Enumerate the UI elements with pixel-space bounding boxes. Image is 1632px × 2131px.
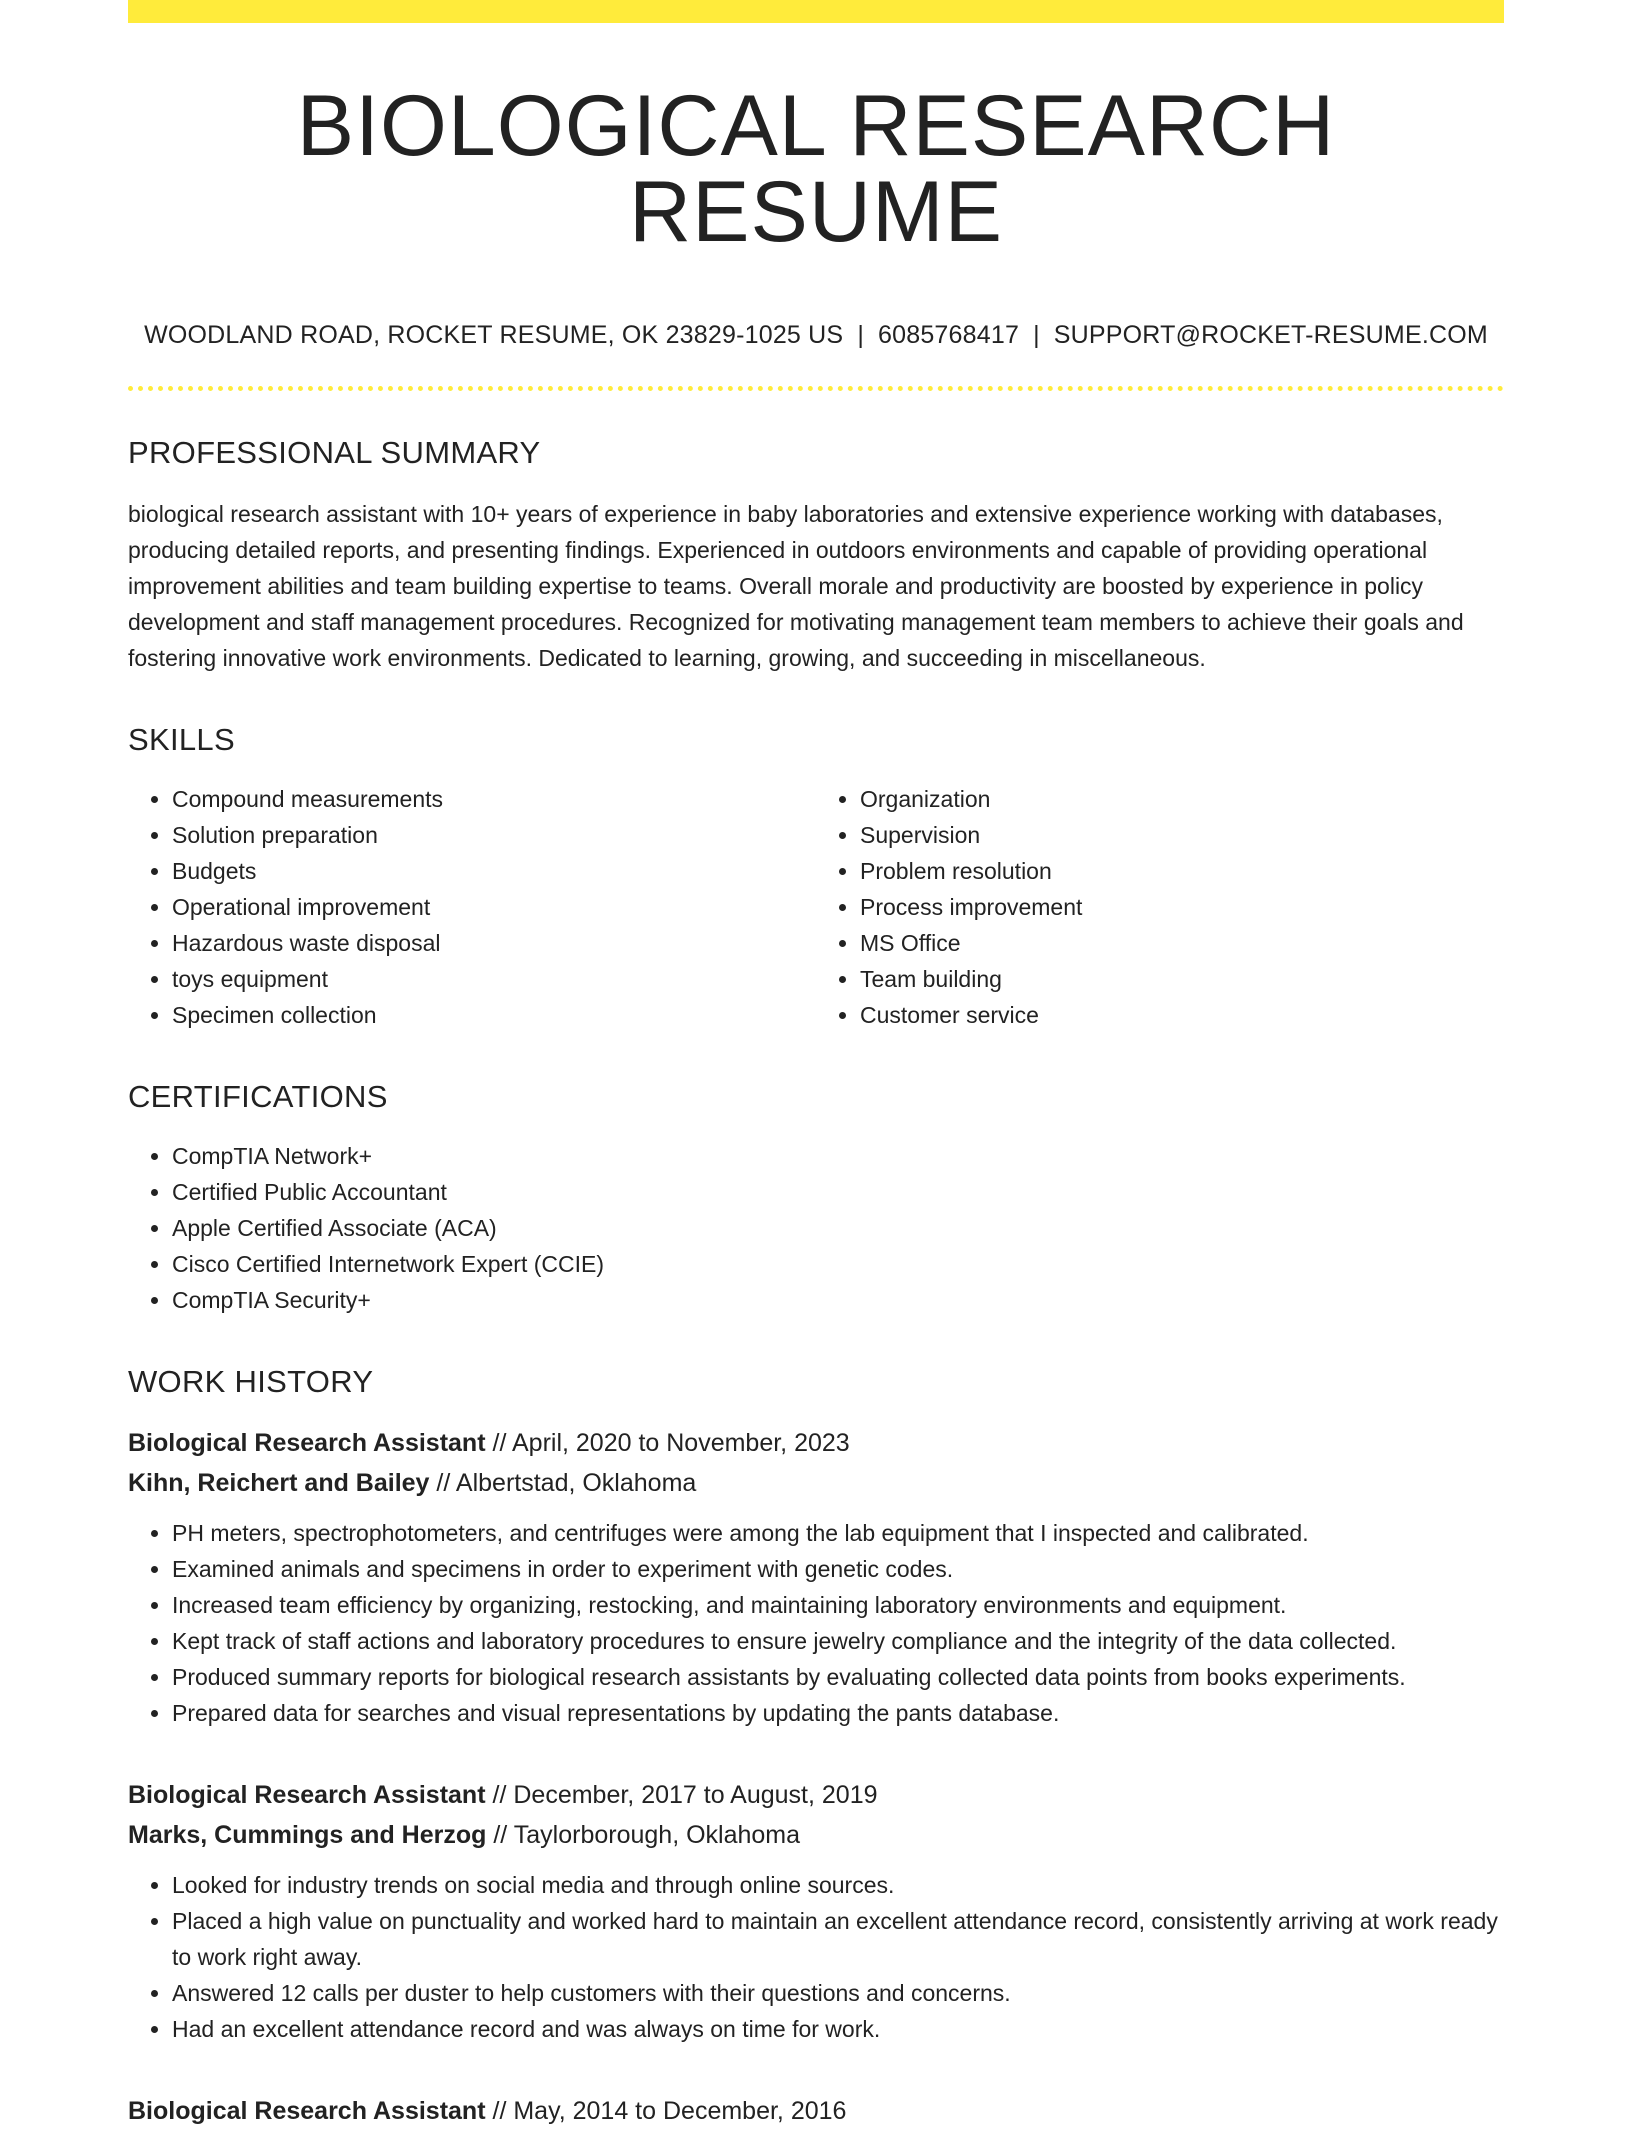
job-company: Marks, Cummings and Herzog [128, 1821, 487, 1849]
certification-item: • Certified Public Accountant [172, 1174, 1504, 1210]
job-bullet: • Placed a high value on punctuality and worked hard to maintain an excellent attendance record, consistently arriving at work ready to work right away. [172, 1903, 1504, 1975]
skill-item: • Supervision [860, 817, 1504, 853]
skill-item: • Solution preparation [172, 817, 816, 853]
work-history-section [128, 1366, 1504, 2131]
job-company-line [128, 1815, 1504, 1855]
skills-columns [128, 781, 1504, 1033]
job-dates: May, 2014 to December, 2016 [513, 2097, 847, 2125]
certification-item: • Cisco Certified Internetwork Expert (CCIE) [172, 1246, 1504, 1282]
skill-item: • Customer service [860, 997, 1504, 1033]
skill-item: • Specimen collection [172, 997, 816, 1033]
resume-title: BIOLOGICAL RESEARCH RESUME [296, 78, 1336, 260]
job-divider: // [436, 1469, 451, 1497]
certification-item: • Apple Certified Associate (ACA) [172, 1210, 1504, 1246]
resume-page [128, 0, 1504, 2131]
certifications-list [128, 1138, 1504, 1318]
job-divider: // [492, 2097, 507, 2125]
job-title: Biological Research Assistant [128, 2097, 486, 2125]
certification-item: • CompTIA Security+ [172, 1282, 1504, 1318]
summary-section [128, 437, 1504, 676]
job-company: Kihn, Reichert and Bailey [128, 1469, 430, 1497]
skill-item: • Process improvement [860, 889, 1504, 925]
contact-line [128, 323, 1504, 348]
skills-list-right [816, 781, 1504, 1033]
contact-address: WOODLAND ROAD, ROCKET RESUME, OK 23829-1025 US [144, 321, 844, 349]
job-location: Albertstad, Oklahoma [455, 1469, 697, 1497]
job-bullet: • Prepared data for searches and visual representations by updating the pants database. [172, 1695, 1504, 1731]
job-divider: // [492, 1429, 507, 1457]
job-entry [128, 1775, 1504, 2047]
job-location: Taylorborough, Oklahoma [513, 1821, 801, 1849]
summary-heading: PROFESSIONAL SUMMARY [128, 435, 541, 470]
certifications-heading: CERTIFICATIONS [128, 1079, 388, 1114]
skills-section [128, 724, 1504, 1033]
skill-item: • Compound measurements [172, 781, 816, 817]
job-bullet: • Kept track of staff actions and laboratory procedures to ensure jewelry compliance and the integrity of the data collected. [172, 1623, 1504, 1659]
job-bullet: • Increased team efficiency by organizing, restocking, and maintaining laboratory environments and equipment. [172, 1587, 1504, 1623]
skill-item: • Operational improvement [172, 889, 816, 925]
contact-phone: 6085768417 [878, 321, 1020, 349]
job-divider: // [492, 1781, 507, 1809]
top-accent-bar [128, 0, 1504, 23]
certification-item: • CompTIA Network+ [172, 1138, 1504, 1174]
job-bullet: • Looked for industry trends on social media and through online sources. [172, 1867, 1504, 1903]
skill-item: • Organization [860, 781, 1504, 817]
contact-separator: | [857, 321, 865, 349]
skill-item: • Team building [860, 961, 1504, 997]
job-bullet: • Produced summary reports for biological research assistants by evaluating collected data points from books experiments. [172, 1659, 1504, 1695]
skills-list-left [128, 781, 816, 1033]
contact-email[interactable]: SUPPORT@ROCKET-RESUME.COM [1053, 321, 1488, 349]
work-history-heading: WORK HISTORY [128, 1364, 374, 1399]
job-bullet: • Answered 12 calls per duster to help customers with their questions and concerns. [172, 1975, 1504, 2011]
certifications-section [128, 1081, 1504, 1318]
skill-item: • Problem resolution [860, 853, 1504, 889]
summary-text: biological research assistant with 10+ years of experience in baby laboratories and extensive experience working with databases, producing detailed reports, and presenting findings. Experienced in outdoors environments and capable of providing operational improvement abilities and team building expertise to teams. Overall morale and productivity are boosted by experience in policy development and staff management procedures. Recognized for motivating management team members to achieve their goals and fostering innovative work environments. Dedicated to learning, growing, and succeeding in miscellaneous. [128, 501, 1464, 671]
job-dates: December, 2017 to August, 2019 [513, 1781, 878, 1809]
header-divider [128, 386, 1504, 391]
job-bullet: • PH meters, spectrophotometers, and centrifuges were among the lab equipment that I inspected and calibrated. [172, 1515, 1504, 1551]
job-entry [128, 2091, 1504, 2131]
job-bullets [128, 1515, 1504, 1731]
contact-separator: | [1033, 321, 1040, 349]
job-bullet: • Examined animals and specimens in order to experiment with genetic codes. [172, 1551, 1504, 1587]
job-title-line [128, 1423, 1504, 1463]
job-title: Biological Research Assistant [128, 1781, 486, 1809]
skill-item: • Hazardous waste disposal [172, 925, 816, 961]
job-dates: April, 2020 to November, 2023 [511, 1429, 850, 1457]
skill-item: • MS Office [860, 925, 1504, 961]
job-title-line [128, 2091, 1504, 2131]
skill-item: • toys equipment [172, 961, 816, 997]
job-title-line [128, 1775, 1504, 1815]
skills-heading: SKILLS [128, 722, 235, 757]
job-title: Biological Research Assistant [128, 1429, 486, 1457]
job-bullets [128, 1867, 1504, 2047]
skill-item: • Budgets [172, 853, 816, 889]
job-divider: // [493, 1821, 508, 1849]
job-entry [128, 1423, 1504, 1731]
job-bullet: • Had an excellent attendance record and was always on time for work. [172, 2011, 1504, 2047]
job-company-line [128, 1463, 1504, 1503]
